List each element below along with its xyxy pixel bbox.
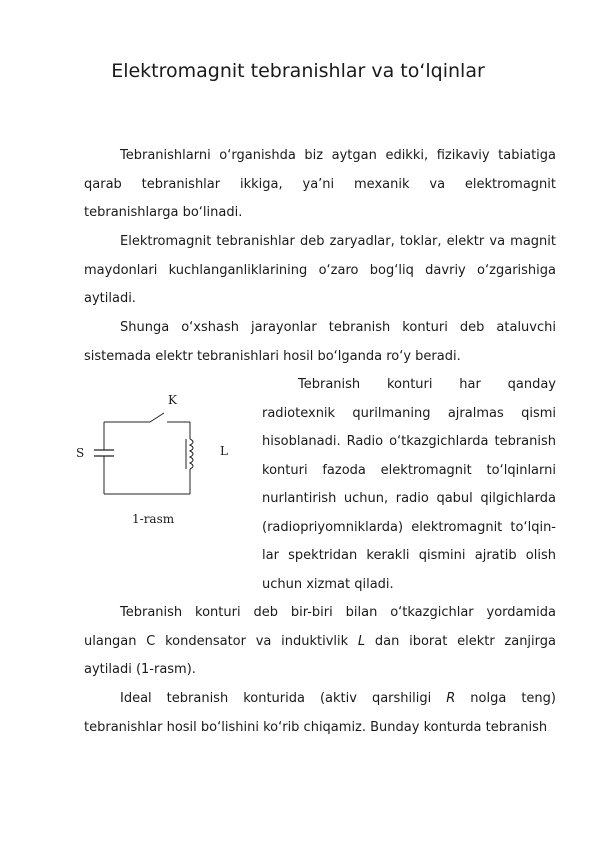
figure-caption: 1-rasm bbox=[132, 512, 175, 526]
resistance-symbol: R bbox=[446, 691, 456, 706]
paragraph-6-text-b: nolga teng) tebranishlar hosil bo‘lishini ko‘rib chiqamiz. Bunday konturda tebranish bbox=[84, 691, 556, 735]
paragraph-5-text-b: dan iborat elektr zanjirga aytiladi (1-rasm). bbox=[84, 633, 556, 677]
paragraph-3: Shunga o‘xshash jarayonlar tebranish konturi deb ataluvchi sistemada elektr tebranishlari hosil bo‘lganda ro‘y beradi. bbox=[84, 320, 556, 364]
paragraph-2: Elektromagnit tebranishlar deb zaryadlar, toklar, elektr va magnit maydonlari kuchlanganliklarining o‘zaro bog‘liq davriy o‘zgarishiga aytiladi. bbox=[84, 234, 556, 306]
inductance-symbol: L bbox=[357, 633, 366, 649]
paragraph-5-text-a: Tebranish konturi deb bir-biri bilan o‘tkazgichlar yordamida ulangan C kondensator va induktivlik bbox=[84, 605, 556, 649]
switch-label: K bbox=[168, 393, 177, 407]
paragraph-4: Tebranish konturi har qanday radiotexnik qurilmaning ajralmas qismi hisoblanadi. Radio o‘tkazgichlarda tebranish konturi fazoda elektromagnit to‘lqinlarni nurlantirish uchun, radio qabul qilgichlarda (radiopriyomniklarda) elektromagnit to‘lqin-lar spektridan kerakli qismini ajratib olish uchun xizmat qiladi. bbox=[262, 377, 556, 592]
capacitor-label: S bbox=[76, 446, 85, 460]
circuit-figure bbox=[72, 392, 242, 531]
paragraph-6-text-a: Ideal tebranish konturida (aktiv qarshiligi bbox=[120, 691, 447, 706]
page-title: Elektromagnit tebranishlar va to‘lqinlar bbox=[111, 60, 485, 82]
inductor-label: L bbox=[220, 444, 228, 458]
paragraph-1: Tebranishlarni o‘rganishda biz aytgan edikki, fizikaviy tabiatiga qarab tebranishlar ikkiga, ya’ni mexanik va elektromagnit tebranishlarga bo‘linadi. bbox=[84, 148, 556, 220]
paragraph-6 bbox=[84, 685, 556, 742]
paragraph-5 bbox=[84, 599, 556, 685]
lc-circuit-diagram bbox=[72, 392, 242, 527]
